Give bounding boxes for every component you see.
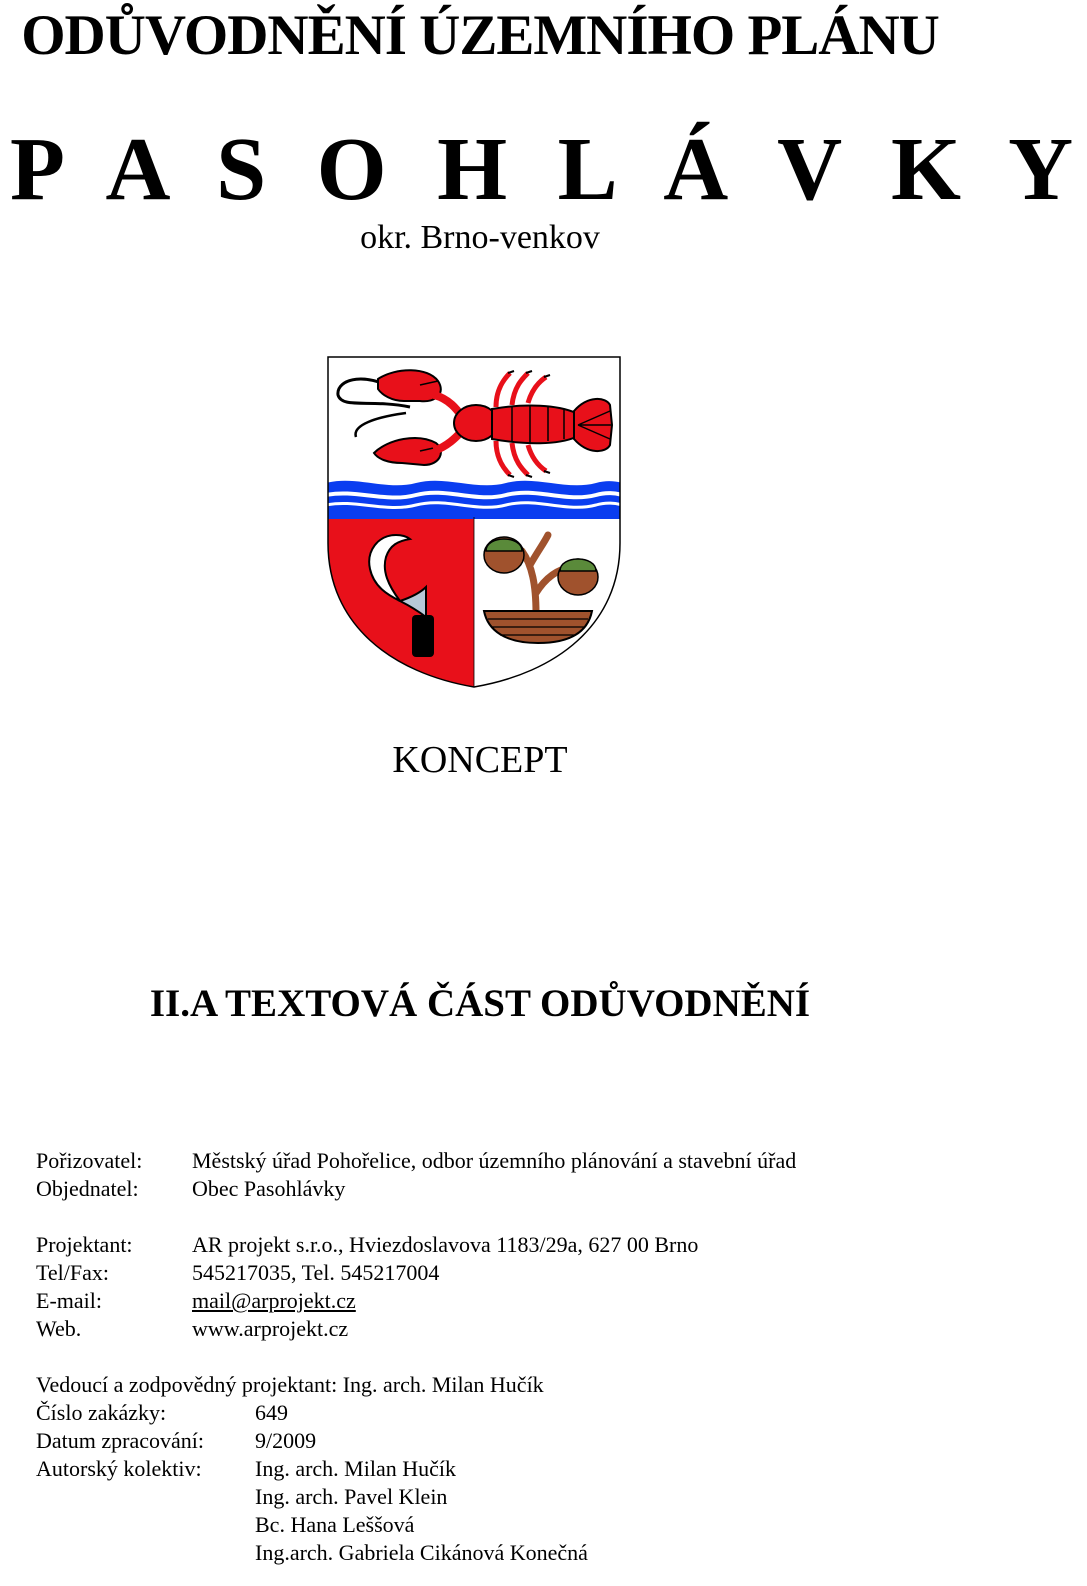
client-value: Obec Pasohlávky <box>192 1176 346 1201</box>
section-title: II.A TEXTOVÁ ČÁST ODŮVODNĚNÍ <box>149 982 811 1025</box>
coat-of-arms <box>326 355 622 689</box>
lead-designer-line: Vedoucí a zodpovědný projektant: Ing. arch. Milan Hučík <box>36 1372 544 1397</box>
procurer-label: Pořizovatel: <box>36 1148 143 1173</box>
procurer-value: Městský úřad Pohořelice, odbor územního plánování a stavební úřad <box>192 1148 797 1173</box>
author-item: Bc. Hana Leššová <box>255 1512 415 1537</box>
order-number-value: 649 <box>255 1400 288 1425</box>
web-label: Web. <box>36 1316 82 1341</box>
author-item: Ing. arch. Pavel Klein <box>255 1484 448 1509</box>
date-value: 9/2009 <box>255 1428 317 1453</box>
document-title: ODŮVODNĚNÍ ÚZEMNÍHO PLÁNU <box>21 4 939 67</box>
town-name: P A S O H L Á V K Y <box>10 120 1087 219</box>
email-label: E-mail: <box>36 1288 102 1313</box>
email-link[interactable]: mail@arprojekt.cz <box>192 1288 356 1313</box>
order-number-label: Číslo zakázky: <box>36 1400 167 1425</box>
designer-label: Projektant: <box>36 1232 133 1257</box>
authors-label: Autorský kolektiv: <box>36 1456 202 1481</box>
author-item: Ing.arch. Gabriela Cikánová Konečná <box>255 1540 588 1565</box>
phone-value: 545217035, Tel. 545217004 <box>192 1260 440 1285</box>
designer-value: AR projekt s.r.o., Hviezdoslavova 1183/29a, 627 00 Brno <box>192 1232 699 1257</box>
web-value: www.arprojekt.cz <box>192 1316 349 1341</box>
date-label: Datum zpracování: <box>36 1428 204 1453</box>
status-label: KONCEPT <box>392 739 568 781</box>
district-label: okr. Brno-venkov <box>360 219 600 256</box>
author-item: Ing. arch. Milan Hučík <box>255 1456 456 1481</box>
client-label: Objednatel: <box>36 1176 139 1201</box>
phone-label: Tel/Fax: <box>36 1260 110 1285</box>
